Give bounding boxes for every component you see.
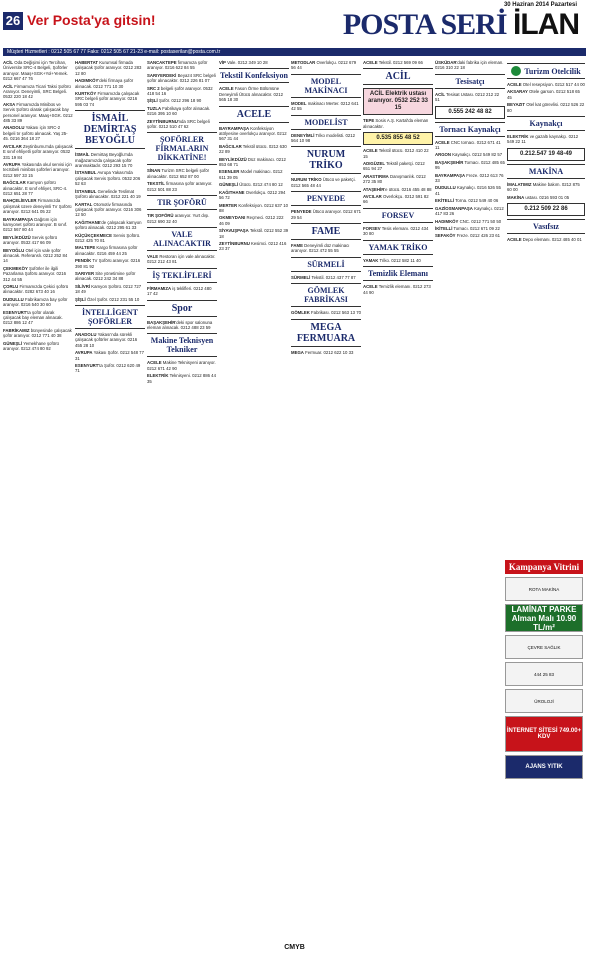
- page-number: 26: [3, 12, 23, 30]
- category-heading: Temizlik Elemanı: [363, 266, 433, 281]
- category-heading: MAKİNA: [507, 164, 585, 179]
- ad-box: [507, 203, 585, 216]
- category-heading: Tesisatçı: [435, 74, 505, 89]
- campaign-ad: 444 25 83: [505, 662, 583, 686]
- category-heading: İNTELLİGENT ŞOFÖRLER: [75, 305, 145, 329]
- ad-phone: 0.212.547 19 48-49: [519, 150, 573, 157]
- column-5: METODLAR Overlokçu. 0212 679 56 44 MODEL MAKİNACI MODEL makinacı Merter. 0212 641 42 55 MODELİST DENEYİMLİ Triko modelisti. 0212 564 10 98 NURUM TRİKO NURUM TRİKO Ütücü ve paketçi. 0212 565 48 44 PENYEDE PENYEDE Ütücü aranıyor. 0212 671 29 54 FAME FAME Deneyimli düz makinacı aranıyor. 0212 472 55 55 SÜRMELİ SÜRMELİ Tekstil. 0212 437 77 87 GÖMLEK FABRİKASI GÖMLEK Fabrikası. 0212 563 13 70 MEGA FERMUARA MEGA Fermuar. 0212 622 10 33: [291, 60, 361, 355]
- category-heading: YAMAK TRİKO: [363, 240, 433, 255]
- ad-phone: 0.535 855 48 52: [376, 135, 420, 142]
- category-heading: ŞOFÖRLER FİRMALARIN DİKKATİNE!: [147, 132, 217, 165]
- category-heading: PENYEDE: [291, 191, 361, 206]
- sun-icon: [511, 66, 521, 76]
- column-7: ÜSKÜDAR'daki fabrika için eleman. 0216 310 22 18 Tesisatçı ACİL Tesisat Ustası. 0212 212 22 51 0.555 242 48 82 Tornacı Kaynakçı ACELE CNC tornacı. 0212 671 41 11 ARGON Kaynakçı. 0212 549 82 57 BAŞAKŞEHİR Tornacı. 0212 485 65 95 BAYRAMPAŞA Freze. 0212 613 76 33 DUDULLU Kaynakçı. 0216 526 55 41 EKİTELLİ Torna. 0212 549 40 06 GAZİOSMANPAŞA Kaynakçı. 0212 417 83 26 HADIMKÖY CNC. 0212 771 50 50 İKİTELLİ Tornacı. 0212 671 09 22 SEFAKÖY Freze. 0212 426 23 61: [435, 60, 505, 239]
- ad-box: [507, 148, 585, 161]
- column-1: ACİL Oda Değişimi için Tercihan, Üniversite SRC-4 Belgeli, Şoförler aranıyor. Maaş+SGK+Yol+Yemek. 0212 667 47 76 ACİL Firmamıza Ticari Taksi Şoförü Aranıyor. Deneyimli, SRC Belgeli. 0532 220 18 42 AKSA Firmamızda Minibüs ve Servis Şoförü olarak çalışacak bay personel aranıyor. Maaş+SGK. 0212 485 33 89 ANADOLU Yakası için SRC-2 belgeli tır şoförü alınacak. Yaş 25-45. 0216 364 18 27 AVCILAR Zeytinburnu'nda çalışacak E sınıf ehliyetli şoför aranıyor. 0532 331 19 84 AVRUPA Yakasında okul servisi için tecrübeli minibüs şoförleri aranıyor. 0212 597 33 15 BAĞCILAR Kamyon şoförü alınacaktır. E sınıf ehliyet, SRC-4. 0212 651 28 77 BAHÇELİEVLER Firmamızda çalışmak üzere deneyimli Tır Şoförü aranıyor. 0212 641 05 22 BAYRAMPAŞA Dağıtım için kamyonet şoförü aranıyor. B sınıf. 0212 567 80 44 BEYLİKDÜZÜ Servis şoförü aranıyor. 0532 417 66 09 BEYOĞLU Otel için vale şoför alınacak. Referanslı. 0212 252 84 14 ÇEKMEKÖY Şoförler ile ilgili Pazarlama Şoförü aranıyor. 0216 312 44 55 ÇORLU Firmamızda Çekici şoförü alınacaktır. 0282 673 40 16 DUDULLU Fabrikamıza bay şoför aranıyor. 0216 540 30 60 ESENYURT'ta şoför olarak çalışacak bay eleman alınacak. 0212 886 12 47 FABRİKAMIZ bünyesinde çalışacak şoför aranıyor. 0212 771 40 38 GÜNEŞLİ Yemekhane şoförü aranıyor. 0212 474 80 92: [3, 60, 73, 352]
- logo: [343, 8, 579, 42]
- logo-ilan: İLAN: [513, 8, 579, 41]
- ad-phone: 0.212 509 22 86: [524, 206, 568, 213]
- category-heading: Spor: [147, 300, 217, 317]
- column-4: VİP Vale. 0212 349 10 28 Tekstil Konfeksiyon ACELE Fason Örme Bölümüne Deneyimli Ütücü alınacaktır. 0212 565 18 30 ACELE BAYRAMPAŞA Konfeksiyon atölyesine overlokçu aranıyor. 0212 567 31 44 BAĞCILAR Tekstil ütücü. 0212 630 22 89 BEYLİKDÜZÜ Düz makinacı. 0212 853 68 71 ESENLER Model makinacı. 0212 611 39 05 GÜNEŞLİ Ütücü. 0212 474 80 12 KAĞITHANE Overlokçu. 0212 294 56 72 MERTER Konfeksiyon. 0212 637 10 88 OKMEYDANI Reçmeci. 0212 222 46 09 SİYAVUŞPAŞA Tekstil. 0212 552 39 18 ZEYTİNBURNU Kesimci. 0212 416 23 37: [219, 60, 289, 252]
- category-heading: İŞ TEKLİFLERİ: [147, 268, 217, 283]
- campaign-showcase: [505, 560, 583, 940]
- campaign-ad-ajans: AJANS YITIK: [505, 755, 583, 779]
- ad-box: [435, 106, 505, 119]
- category-heading: MODELİST: [291, 115, 361, 130]
- campaign-ad: ÇEVRE SAĞLIK: [505, 635, 583, 659]
- column-2: HABERTAT Kurumsal firmada çalışacak Şoför aranıyor. 0212 283 12 80 HADIMKÖY'deki firmaya şoför alınacak. 0212 771 10 30 KURTKÖY Firmamızda çalışacak SRC belgeli şoför aranıyor. 0216 595 03 74 İSMAİL DEMİRTAŞ BEYOĞLU İSMAİL Demirtaş Beyoğlu'nda mağazamızda çalışacak şoför aranmaktadır. 0212 293 15 70 İSTANBUL Avrupa Yakası'nda çalışacak Servis Şoförü. 0532 206 52 63 İSTANBUL Genelinde Teslimat Şoförü alınacaktır. 0212 221 40 19 KARTAL Otomotiv firmasında çalışacak Şoför aranıyor. 0216 306 12 50 KAĞITHANE'de çalışacak kamyon şoförü alınacak. 0212 295 61 33 KÜÇÜKÇEKMECE Servis Şoförü. 0212 425 70 81 MALTEPE Kargo firmasına şoför alınacaktır. 0216 459 44 25 PENDİK Tır Şoförü aranıyor. 0216 390 81 92 SARIYER Site yönetimine şoför alınacak. 0212 242 34 88 SİLİVRİ Kamyon Şoförü. 0212 727 18 49 ŞİŞLİ Özel Şoför. 0212 231 55 10 İNTELLİGENT ŞOFÖRLER ANADOLU Yakası'nda sürekli çalışacak şoförler aranıyor. 0216 455 28 10 AVRUPA Yakası Şoför. 0212 548 77 31 ESENYURT'ta Şoför. 0212 620 49 71: [75, 60, 144, 374]
- page-header: [0, 8, 589, 48]
- category-heading: GÖMLEK FABRİKASI: [291, 283, 361, 307]
- category-heading: MODEL MAKİNACI: [291, 74, 361, 98]
- logo-seri: SERİ: [440, 8, 507, 41]
- column-8: Turizm Otelcilik ACELE Otel resepsiyon. 0212 517 44 00 AKSARAY Otele garson. 0212 518 65 45 BEYAZIT Otel kat görevlisi. 0212 526 22 80 Kaynakçı ELEKTRİK ve gazaltı kaynakçı. 0212 549 22 11 0.212.547 19 48-49 MAKİNA İMALATIMIZ Makine bakım. 0212 875 60 00 MAKİNA ustası. 0216 593 01 05 0.212 509 22 86 Vasıfsız ACELE Depo elemanı. 0212 485 40 01: [507, 60, 585, 940]
- issue-date: 30 Haziran 2014 Pazartesi: [503, 2, 577, 8]
- cmyk-marker: CMYB: [284, 944, 305, 951]
- classifieds-columns: [3, 60, 586, 940]
- campaign-ad: ROTA MAKİNA: [505, 577, 583, 601]
- logo-posta: POSTA: [342, 8, 434, 41]
- category-heading: VALE ALINACAKTIR: [147, 227, 217, 251]
- ad-box: [363, 88, 433, 115]
- category-heading: NURUM TRİKO: [291, 146, 361, 174]
- category-heading: ACİL: [363, 68, 433, 85]
- category-heading: [507, 63, 585, 79]
- campaign-title: Kampanya Vitrini: [505, 560, 583, 574]
- ad-box: [363, 132, 433, 145]
- ad-phone: 0.555 242 48 82: [448, 108, 492, 115]
- category-heading: SÜRMELİ: [291, 257, 361, 272]
- column-6: ACELE Tekstil. 0212 569 09 66 ACİL ACİL Elektrik ustası aranıyor. 0532 252 33 15 TEPE Sosis A.Ş. Kartal'da eleman alınacaktır. 0.535 855 48 52 ACELE Tekstil ütücü. 0212 410 22 15 ADIGÜZEL Tekstil paketçi. 0212 651 94 27 ARASTIRMA Danışmanlık. 0212 272 35 80 ATAŞEHİR'e ütücü. 0216 455 48 88 AVCILAR Overlokçu. 0212 591 82 66 FORSEV FORSEV Tesis elemanı. 0212 434 30 80 YAMAK TRİKO YAMAK Triko. 0212 582 11 40 Temizlik Elemanı ACELE Temizlik elemanı. 0212 273 44 90: [363, 60, 432, 295]
- category-heading: Makine Teknisyen Tekniker: [147, 333, 217, 357]
- category-heading: İSMAİL DEMİRTAŞ BEYOĞLU: [75, 110, 145, 149]
- category-heading: Vasıfsız: [507, 219, 585, 234]
- slogan: Ver Posta'ya gitsin!: [27, 12, 156, 28]
- contact-bar: Müşteri Hizmetleri : 0212 505 67 77 Faks: 0212 505 67 21-23 e-mail: postaserilan@posta.com.tr: [3, 48, 586, 56]
- page-footer: [0, 944, 589, 954]
- category-heading: ACELE: [219, 106, 289, 123]
- category-heading-label: Turizm Otelcilik: [524, 66, 581, 76]
- category-heading: FAME: [291, 223, 361, 240]
- category-heading: MEGA FERMUARA: [291, 319, 361, 347]
- ad-text: ACİL Elektrik ustası aranıyor. 0532 252 33 15: [367, 91, 429, 112]
- column-3: SANCAKTEPE firmamıza şoför aranıyor. 0216 622 84 55 SARIYERDEKİ Beyazıt SRC belgeli şoför alınacaktır. 0212 226 81 07 SRC 2 belgeli şoför aranıyor. 0532 418 54 16 ŞİŞLİ Şoför. 0212 296 18 90 TUZLA Fabrikaya şoför alınacak. 0216 395 10 60 ZEYTİNBURNU'nda SRC belgeli şoför. 0212 510 47 62 ŞOFÖRLER FİRMALARIN DİKKATİNE! SİNAN Turizm SRC belgeli şoför alınacaktır. 0212 652 87 00 TEKSTİL firmasına şoför aranıyor. 0212 501 88 23 TIR ŞOFÖRÜ TIR ŞOFÖRÜ aranıyor. Yurt dışı. 0212 690 32 40 VALE ALINACAKTIR VALE Restoran için vale alınacaktır. 0212 212 43 81 İŞ TEKLİFLERİ FİRMAMIZA iş teklifleri. 0212 480 17 42 Spor BAŞAKŞEHİR'deki spor salonuna eleman alınacak. 0212 488 23 59 Makine Teknisyen Tekniker ACELE Makine Teknisyeni aranıyor. 0212 671 42 90 ELEKTRİK Teknisyeni. 0212 886 44 35: [147, 60, 216, 384]
- campaign-ad-internet: İNTERNET SİTESİ 749.00+ KDV: [505, 716, 583, 752]
- category-heading: FORSEV: [363, 208, 433, 223]
- category-heading: Tekstil Konfeksiyon: [219, 68, 289, 83]
- campaign-ad-parke: LAMİNAT PARKE Alman Malı 10.90 TL/m²: [505, 604, 583, 632]
- category-heading: TIR ŞOFÖRÜ: [147, 195, 217, 210]
- campaign-ad: ÜROLOJİ: [505, 689, 583, 713]
- category-heading: Tornacı Kaynakçı: [435, 122, 505, 137]
- category-heading: Kaynakçı: [507, 116, 585, 131]
